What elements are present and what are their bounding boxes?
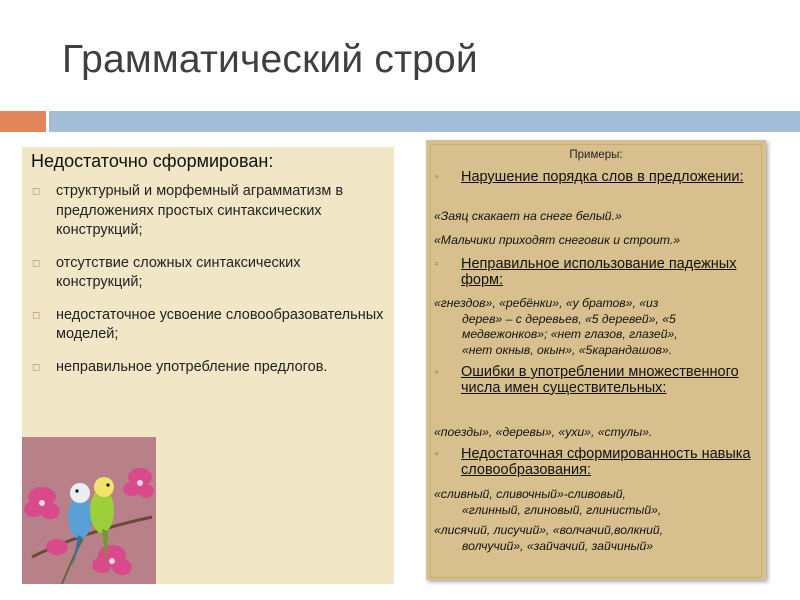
example-line: «сливный, сливочный»-сливовый,	[434, 487, 626, 501]
list-item	[31, 182, 389, 241]
bullet-icon: ▫	[435, 172, 439, 183]
list-item	[31, 306, 389, 345]
accent-bar-orange	[0, 111, 46, 132]
bullet-icon: ◻	[32, 309, 41, 321]
list-item-text: неправильное употребление предлогов.	[56, 358, 328, 375]
bullet-icon: ◻	[32, 186, 41, 197]
bullet-icon: ▫	[435, 367, 439, 378]
list-item-text: структурный и морфемный аграмматизм в предложениях простых синтаксических конструкций;	[56, 183, 344, 238]
list-item-text: недостаточное усвоение словообразовательных моделей;	[56, 306, 384, 342]
example-text	[434, 523, 760, 554]
parrots-on-orchid-image	[22, 437, 156, 584]
list-item	[31, 358, 389, 378]
example-text: «Заяц скакает на снеге белый.»	[434, 209, 622, 223]
slide-title: Грамматический строй	[62, 38, 478, 81]
example-line: «гнездов», «ребёнки», «у братов», «из	[434, 296, 659, 310]
left-list	[31, 182, 389, 390]
bullet-icon: ▫	[435, 259, 439, 270]
example-line: волчучий», «зайчачий, зайчиный»	[462, 538, 654, 553]
example-line: «лисячий, лисучий», «волчачий,волкний,	[434, 523, 664, 537]
section-heading-text: Нарушение порядка слов в предложении:	[461, 169, 744, 185]
bullet-icon: ▫	[435, 449, 439, 460]
left-heading: Недостаточно сформирован:	[31, 151, 274, 171]
list-item-text: отсутствие сложных синтаксических конструкций;	[56, 254, 301, 290]
accent-bar-blue	[49, 111, 800, 132]
example-text: «Мальчики приходят снеговик и строит.»	[434, 233, 680, 247]
section-heading	[435, 446, 759, 478]
example-line: «глинный, глиновый, глинистый»,	[462, 502, 662, 517]
list-item	[31, 254, 389, 293]
examples-panel	[430, 144, 762, 578]
example-text	[434, 296, 760, 358]
section-heading-text: Ошибки в употреблении множественного числа имен существительных:	[461, 364, 739, 396]
examples-title: Примеры:	[569, 149, 623, 161]
section-heading	[435, 256, 759, 288]
example-line: медвежонков»; «нет глазов, глазей»,	[462, 327, 678, 341]
example-line: «нет окныв, окын», «5карандашов».	[462, 342, 673, 357]
section-heading-text: Неправильное использование падежных форм:	[461, 256, 737, 288]
example-line: дерев» – с деревьев, «5 деревей», «5	[462, 311, 676, 326]
parrots-illustration	[22, 437, 156, 584]
section-heading	[435, 169, 759, 186]
bullet-icon: ◻	[32, 361, 41, 373]
example-text: «поезды», «деревы», «ухи», «стулы».	[434, 425, 653, 439]
section-heading	[435, 364, 759, 396]
section-heading-text: Недостаточная сформированность навыка словообразования:	[461, 446, 751, 478]
example-text	[434, 487, 760, 518]
bullet-icon: ◻	[32, 257, 41, 269]
